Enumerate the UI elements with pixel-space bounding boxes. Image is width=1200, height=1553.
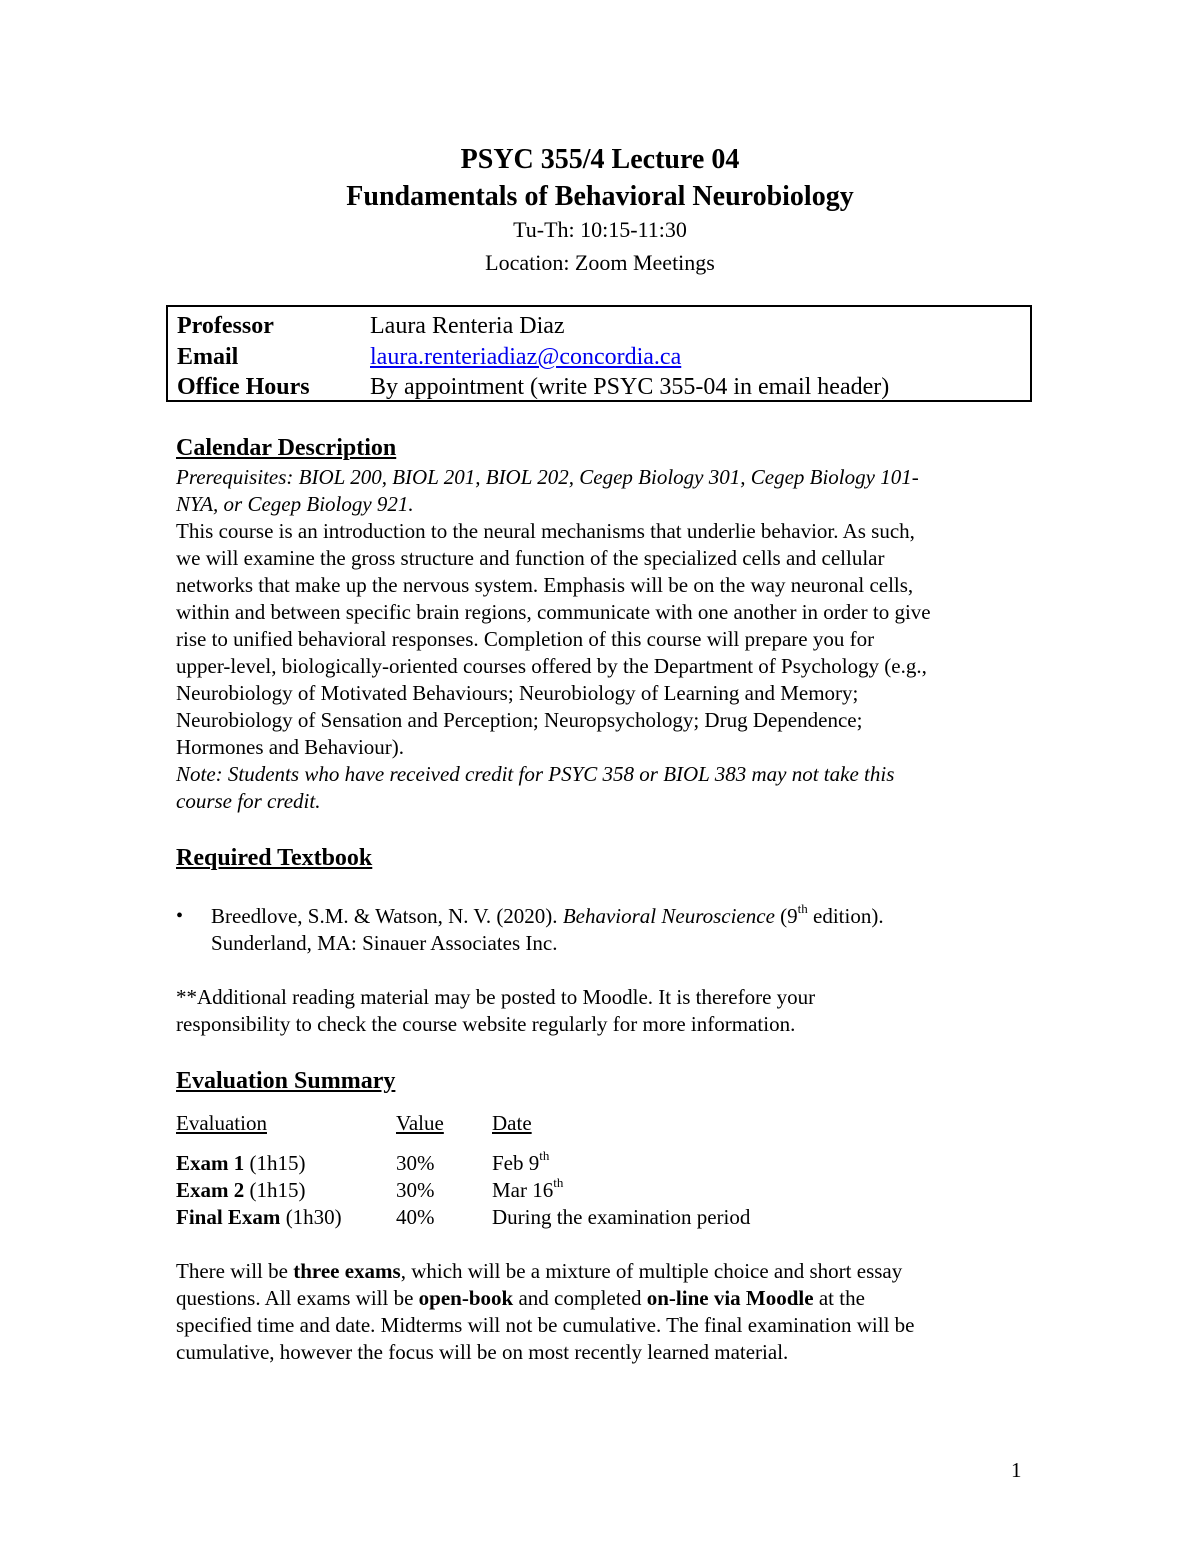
description-line: Neurobiology of Motivated Behaviours; Neurobiology of Learning and Memory; xyxy=(176,681,859,705)
prerequisites-line: NYA, or Cegep Biology 921. xyxy=(176,492,414,516)
evaluation-summary-heading: Evaluation Summary xyxy=(176,1068,396,1094)
office-hours-value: By appointment (write PSYC 355-04 in email header) xyxy=(370,374,890,400)
description-line: This course is an introduction to the neural mechanisms that underlie behavior. As such, xyxy=(176,519,915,543)
text-run: questions. All exams will be xyxy=(176,1286,419,1310)
description-line: networks that make up the nervous system. Emphasis will be on the way neuronal cells, xyxy=(176,573,914,597)
exam-duration: (1h15) xyxy=(244,1178,306,1202)
description-line: we will examine the gross structure and function of the specialized cells and cellular xyxy=(176,546,885,570)
table-row-value: 40% xyxy=(396,1205,435,1229)
text-run-bold: three exams xyxy=(293,1259,401,1283)
table-row-name xyxy=(176,1150,306,1177)
course-location: Location: Zoom Meetings xyxy=(485,250,715,275)
text-run: , which will be a mixture of multiple choice and short essay xyxy=(400,1259,903,1283)
exam-name: Exam 2 xyxy=(176,1178,245,1202)
text-run-bold: open-book xyxy=(418,1286,514,1310)
calendar-description-heading: Calendar Description xyxy=(176,435,397,461)
course-schedule: Tu-Th: 10:15-11:30 xyxy=(513,217,687,242)
description-line: within and between specific brain regions, communicate with one another in order to give xyxy=(176,600,931,624)
column-header-date: Date xyxy=(492,1111,532,1135)
table-row-value: 30% xyxy=(396,1151,435,1175)
description-line: rise to unified behavioral responses. Completion of this course will prepare you for xyxy=(176,627,875,651)
exam-description-line xyxy=(176,1258,902,1285)
bullet-icon: • xyxy=(176,905,184,927)
column-header-value: Value xyxy=(396,1111,444,1135)
exam-date: Feb 9 xyxy=(492,1151,540,1175)
column-header-evaluation: Evaluation xyxy=(176,1111,267,1135)
text-run: and completed xyxy=(513,1286,647,1310)
additional-reading-note: responsibility to check the course website regularly for more information. xyxy=(176,1012,796,1036)
textbook-edition-pre: (9 xyxy=(774,904,798,928)
text-run: There will be xyxy=(176,1259,294,1283)
table-row-date xyxy=(492,1177,563,1204)
description-line: Hormones and Behaviour). xyxy=(176,735,405,759)
course-title: PSYC 355/4 Lecture 04 xyxy=(460,144,740,175)
textbook-title: Behavioral Neuroscience xyxy=(562,904,775,928)
course-subtitle: Fundamentals of Behavioral Neurobiology xyxy=(346,181,854,212)
description-line: upper-level, biologically-oriented courses offered by the Department of Psychology (e.g., xyxy=(176,654,927,678)
office-hours-label: Office Hours xyxy=(177,374,310,400)
credit-note-line: Note: Students who have received credit for PSYC 358 or BIOL 383 may not take this xyxy=(176,762,895,786)
table-row-date: During the examination period xyxy=(492,1205,751,1229)
description-line: Neurobiology of Sensation and Perception; Neuropsychology; Drug Dependence; xyxy=(176,708,863,732)
table-row-name xyxy=(176,1204,342,1231)
text-run: at the xyxy=(813,1286,865,1310)
text-run-bold: on-line via Moodle xyxy=(646,1286,814,1310)
email-link[interactable]: laura.renteriadiaz@concordia.ca xyxy=(370,344,682,370)
required-textbook-heading: Required Textbook xyxy=(176,845,373,871)
exam-description-line: specified time and date. Midterms will not be cumulative. The final examination will be xyxy=(176,1313,915,1337)
exam-date: Mar 16 xyxy=(492,1178,554,1202)
exam-description-line xyxy=(176,1285,865,1312)
textbook-publisher: Sunderland, MA: Sinauer Associates Inc. xyxy=(211,931,558,955)
table-row-date xyxy=(492,1150,549,1177)
exam-date-sup: th xyxy=(553,1175,564,1190)
prerequisites-line: Prerequisites: BIOL 200, BIOL 201, BIOL 202, Cegep Biology 301, Cegep Biology 101- xyxy=(176,465,919,489)
professor-label: Professor xyxy=(177,313,274,339)
instructor-info-box xyxy=(166,305,1032,402)
textbook-authors: Breedlove, S.M. & Watson, N. V. (2020). xyxy=(211,904,563,928)
email-label: Email xyxy=(177,344,239,370)
exam-name: Final Exam xyxy=(176,1205,281,1229)
table-row-value: 30% xyxy=(396,1178,435,1202)
textbook-reference xyxy=(211,903,884,930)
table-row-name xyxy=(176,1177,306,1204)
textbook-edition-sup: th xyxy=(797,901,808,916)
exam-name: Exam 1 xyxy=(176,1151,245,1175)
textbook-edition-post: edition). xyxy=(807,904,884,928)
exam-description-line: cumulative, however the focus will be on most recently learned material. xyxy=(176,1340,789,1364)
credit-note-line: course for credit. xyxy=(176,789,321,813)
additional-reading-note: **Additional reading material may be posted to Moodle. It is therefore your xyxy=(176,985,816,1009)
exam-date-sup: th xyxy=(539,1148,550,1163)
page-number: 1 xyxy=(1011,1458,1022,1482)
exam-duration: (1h15) xyxy=(244,1151,306,1175)
professor-value: Laura Renteria Diaz xyxy=(370,313,565,339)
exam-duration: (1h30) xyxy=(280,1205,342,1229)
